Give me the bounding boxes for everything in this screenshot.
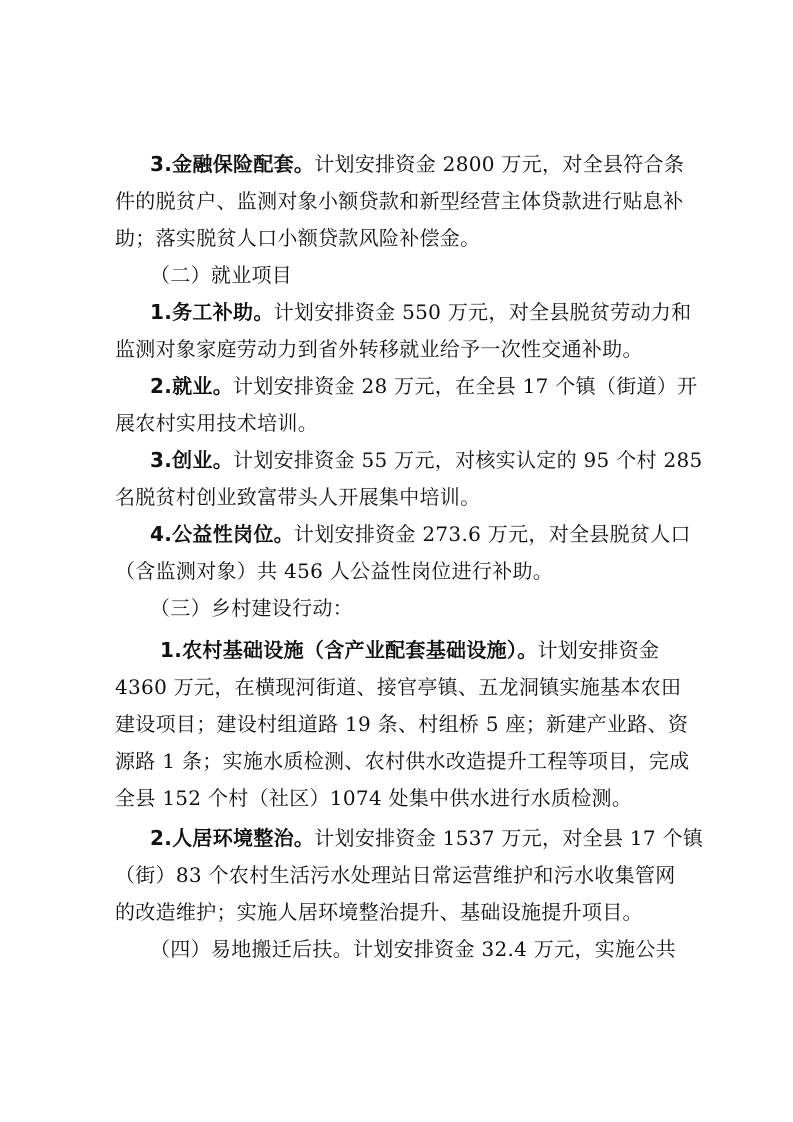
text-line: 名脱贫村创业致富带头人开展集中培训。 [115,485,481,509]
text-line: 助；落实脱贫人口小额贷款风险补偿金。 [115,226,481,250]
paragraph-entrepreneurship [150,442,703,478]
text-line: 展农村实用技术培训。 [115,411,318,435]
section-heading-rural-construction: （三）乡村建设行动： [150,596,353,620]
paragraph-relocation-support: （四）易地搬迁后扶。计划安排资金 32.4 万元，实施公共 [150,937,676,961]
text-line: 监测对象家庭劳动力到省外转移就业给予一次性交通补助。 [115,337,643,361]
text-line: （街）83 个农村生活污水处理站日常运营维护和污水收集管网 [115,863,676,887]
paragraph-financial-insurance [150,146,695,182]
text-line: 件的脱贫户、监测对象小额贷款和新型经营主体贷款进行贴息补 [115,189,684,213]
body-text: 计划安排资金 2800 万元，对全县符合条 [314,152,685,176]
body-text: 计划安排资金 273.6 万元，对全县脱贫人口 [293,522,691,546]
paragraph-labor-subsidy [150,294,695,330]
text-line: 4360 万元，在横现河街道、接官亭镇、五龙洞镇实施基本农田 [115,675,682,699]
text-line: 建设项目；建设村组道路 19 条、村组桥 5 座；新建产业路、资 [115,712,689,736]
body-text: 计划安排资金 1537 万元，对全县 17 个镇 [314,826,704,850]
body-text: 计划安排资金 55 万元，对核实认定的 95 个村 285 [233,448,703,472]
item-heading: 3.金融保险配套。 [150,152,315,176]
body-text: 计划安排资金 550 万元，对全县脱贫劳动力和 [273,300,692,324]
paragraph-employment [150,368,698,404]
body-text: 计划安排资金 [537,638,660,662]
text-line: 源路 1 条；实施水质检测、农村供水改造提升工程等项目，完成 [115,749,690,773]
text-line: 全县 152 个村（社区）1074 处集中供水进行水质检测。 [115,786,633,810]
item-heading: 3.创业。 [150,448,234,472]
text-line: 的改造维护；实施人居环境整治提升、基础设施提升项目。 [115,900,643,924]
paragraph-rural-infrastructure [160,632,695,668]
body-text: 计划安排资金 28 万元，在全县 17 个镇（街道）开 [233,374,698,398]
item-heading: 4.公益性岗位。 [150,522,294,546]
item-heading: 1.农村基础设施（含产业配套基础设施）。 [160,638,538,662]
item-heading: 2.就业。 [150,374,234,398]
text-line: （含监测对象）共 456 人公益性岗位进行补助。 [115,559,554,583]
section-heading-employment: （二）就业项目 [150,263,293,287]
item-heading: 1.务工补助。 [150,300,274,324]
paragraph-public-posts [150,516,695,552]
paragraph-living-environment [150,820,704,856]
item-heading: 2.人居环境整治。 [150,826,315,850]
